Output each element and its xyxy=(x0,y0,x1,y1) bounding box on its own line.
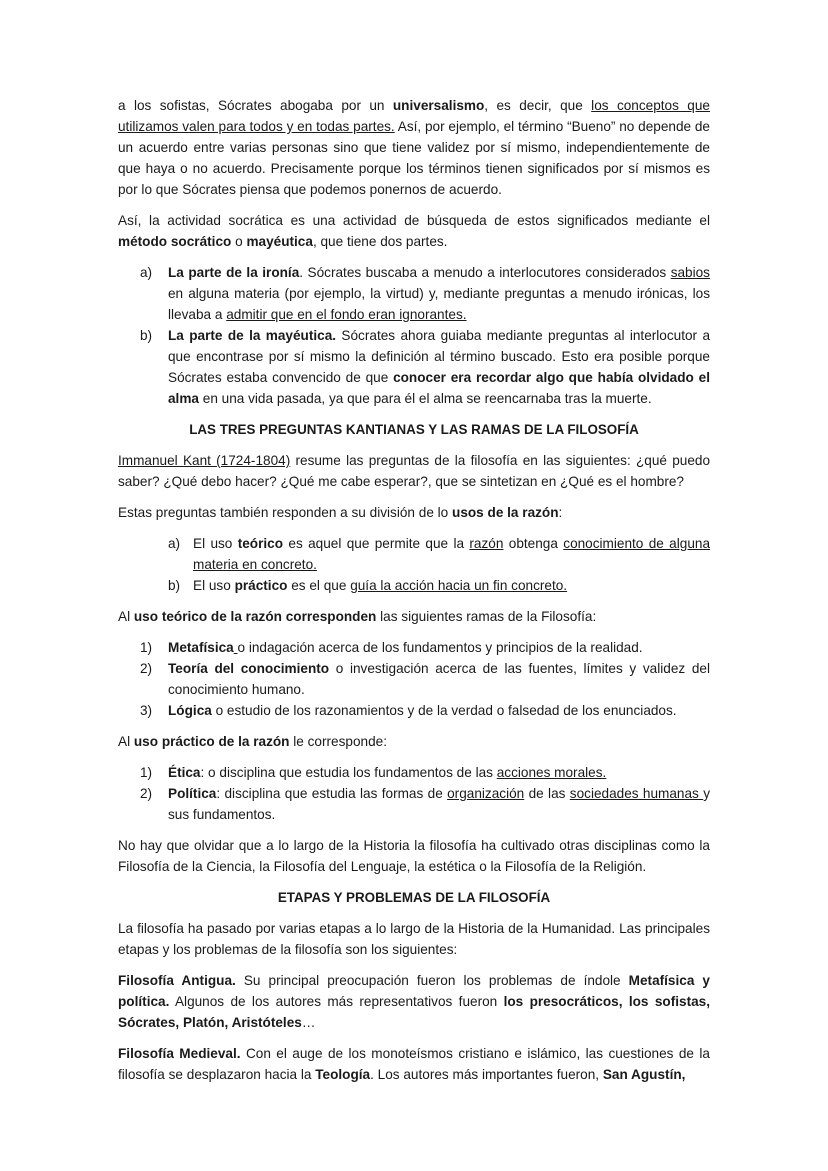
list-marker: a) xyxy=(168,536,181,551)
text: o indagación acerca de los fundamentos y principios de la realidad. xyxy=(237,640,643,655)
text: Algunos de los autores más representativos fueron xyxy=(169,994,504,1009)
bold-term: universalismo xyxy=(392,98,485,113)
bold-term: La parte de la ironía xyxy=(168,265,300,280)
bold-term: Teoría del conocimiento xyxy=(168,661,330,676)
list-marker: b) xyxy=(140,328,153,343)
bold-term: Metafísica xyxy=(168,640,234,655)
list-marker: 1) xyxy=(140,765,153,780)
bold-term: mayéutica xyxy=(246,234,313,249)
paragraph-theoretical-use xyxy=(118,606,710,627)
text: El uso xyxy=(193,578,235,593)
list-marker: 2) xyxy=(140,786,153,801)
text: le corresponde: xyxy=(289,734,387,749)
list-marker: b) xyxy=(168,578,181,593)
text: … xyxy=(301,1015,316,1030)
bold-term: Lógica xyxy=(168,703,212,718)
bold-term: San Agustín, xyxy=(602,1067,686,1082)
underlined-text: conocimiento de alguna materia en concreto. xyxy=(193,536,711,572)
bold-term: Filosofía Medieval. xyxy=(118,1046,241,1061)
underlined-text: los conceptos que utilizamos valen para todos y en todas partes. xyxy=(118,98,710,134)
paragraph-medieval-philosophy xyxy=(118,1043,710,1085)
bold-term: La parte de la mayéutica. xyxy=(168,328,337,343)
text: : xyxy=(558,505,563,520)
list-item xyxy=(118,783,710,825)
underlined-text: razón xyxy=(469,536,504,551)
socratic-parts-list xyxy=(118,262,710,409)
bold-term: Metafísica y política. xyxy=(118,973,710,1009)
list-item xyxy=(118,262,710,325)
bold-term: teórico xyxy=(237,536,284,551)
text: : disciplina que estudia las formas de xyxy=(216,786,448,801)
bold-term: Filosofía Antigua. xyxy=(118,973,236,988)
text: Su principal preocupación fueron los problemas de índole xyxy=(235,973,629,988)
text: Sócrates ahora guiaba mediante preguntas al interlocutor a que encontrase por sí mismo la definición al término buscado. Esto era posible porque Sócrates estaba convencido de que xyxy=(168,328,711,385)
bold-term: uso teórico de la razón corresponden xyxy=(133,609,377,624)
bold-term: método socrático xyxy=(118,234,232,249)
text: a los sofistas, Sócrates abogaba por un xyxy=(118,98,393,113)
bold-term: práctico xyxy=(234,578,288,593)
text: las siguientes ramas de la Filosofía: xyxy=(376,609,597,624)
text: Estas preguntas también responden a su división de lo xyxy=(118,505,453,520)
underlined-text: guía la acción hacia un fin concreto. xyxy=(350,578,568,593)
text: Así, por ejemplo, el término “Bueno” no depende de un acuerdo entre varias personas sino que tiene validez por sí mismo, independientemente de que haya o no acuerdo. Precisamente porque los términos tienen significados por sí mismos es por lo que Sócrates piensa que podemos ponernos de acuerdo. xyxy=(118,119,710,197)
text: Al xyxy=(118,734,134,749)
list-item xyxy=(118,658,710,700)
paragraph-universalism xyxy=(118,95,710,200)
text: obtenga xyxy=(503,536,564,551)
text: , es decir, que xyxy=(484,98,592,113)
text: Al xyxy=(118,609,134,624)
bold-term: usos de la razón xyxy=(452,505,559,520)
underlined-text: sociedades humanas xyxy=(569,786,704,801)
list-item xyxy=(118,637,710,658)
bold-term: uso práctico de la razón xyxy=(133,734,290,749)
bold-term: Teología xyxy=(315,1067,371,1082)
text: . Los autores más importantes fueron, xyxy=(370,1067,603,1082)
text: Con el auge de los monoteísmos cristiano e islámico, las cuestiones de la filosofía se desplazaron hacia la xyxy=(118,1046,710,1082)
bold-term: conocer era recordar algo que había olvidado el alma xyxy=(168,370,710,406)
paragraph-reason-uses xyxy=(118,502,710,523)
text: en alguna materia (por ejemplo, la virtud) y, mediante preguntas a menudo irónicas, los llevaba a xyxy=(168,286,710,322)
text: , que tiene dos partes. xyxy=(312,234,448,249)
list-marker: 1) xyxy=(140,640,153,655)
text: o xyxy=(231,234,247,249)
text: Así, la actividad socrática es una actividad de búsqueda de estos significados mediante el xyxy=(118,213,710,228)
text: o investigación acerca de las fuentes, límites y validez del conocimiento humano. xyxy=(168,661,710,697)
bold-term: Ética xyxy=(168,765,201,780)
list-item xyxy=(118,533,710,575)
list-marker: 3) xyxy=(140,703,153,718)
list-item xyxy=(118,762,710,783)
theoretical-branches-list xyxy=(118,637,710,721)
text: . Sócrates buscaba a menudo a interlocutores considerados xyxy=(299,265,671,280)
bold-term: Política xyxy=(168,786,217,801)
text: El uso xyxy=(193,536,238,551)
text: es aquel que permite que la xyxy=(283,536,470,551)
list-item xyxy=(118,325,710,409)
paragraph-other-disciplines: No hay que olvidar que a lo largo de la Historia la filosofía ha cultivado otras disciplinas como la Filosofía de la Ciencia, la Filosofía del Lenguaje, la estética o la Filosofía de la Religión. xyxy=(118,838,710,874)
underlined-text: organización xyxy=(447,786,525,801)
underlined-text: acciones morales. xyxy=(496,765,607,780)
text: y sus fundamentos. xyxy=(168,786,711,822)
text: : o disciplina que estudia los fundamentos de las xyxy=(200,765,497,780)
section-heading: ETAPAS Y PROBLEMAS DE LA FILOSOFÍA xyxy=(277,890,551,905)
list-marker: a) xyxy=(140,265,153,280)
underlined-text: admitir que en el fondo eran ignorantes. xyxy=(226,307,467,322)
underlined-text: Immanuel Kant (1724-1804) xyxy=(118,453,291,468)
paragraph-socratic-method xyxy=(118,210,710,252)
text: o estudio de los razonamientos y de la verdad o falsedad de los enunciados. xyxy=(211,703,677,718)
list-marker: 2) xyxy=(140,661,153,676)
paragraph-stages-intro: La filosofía ha pasado por varias etapas a lo largo de la Historia de la Humanidad. Las principales etapas y los problemas de la filosofía son los siguientes: xyxy=(118,921,710,957)
text: en una vida pasada, ya que para él el alma se reencarnaba tras la muerte. xyxy=(198,391,652,406)
list-item xyxy=(118,575,710,596)
paragraph-ancient-philosophy xyxy=(118,970,710,1033)
text: es el que xyxy=(287,578,351,593)
text: de las xyxy=(524,786,570,801)
document-page xyxy=(118,95,710,1095)
paragraph-practical-use xyxy=(118,731,710,752)
bold-term: los presocráticos, los sofistas, Sócrates, Platón, Aristóteles xyxy=(118,994,710,1030)
practical-branches-list xyxy=(118,762,710,825)
reason-uses-list xyxy=(118,533,710,596)
list-item xyxy=(118,700,710,721)
text: resume las preguntas de la filosofía en las siguientes: ¿qué puedo saber? ¿Qué debo hacer? ¿Qué me cabe esperar?, que se sintetizan en ¿Qué es el hombre? xyxy=(118,453,711,489)
section-heading: LAS TRES PREGUNTAS KANTIANAS Y LAS RAMAS DE LA FILOSOFÍA xyxy=(189,422,639,437)
underlined-text: sabios xyxy=(670,265,710,280)
paragraph-kant xyxy=(118,450,710,492)
